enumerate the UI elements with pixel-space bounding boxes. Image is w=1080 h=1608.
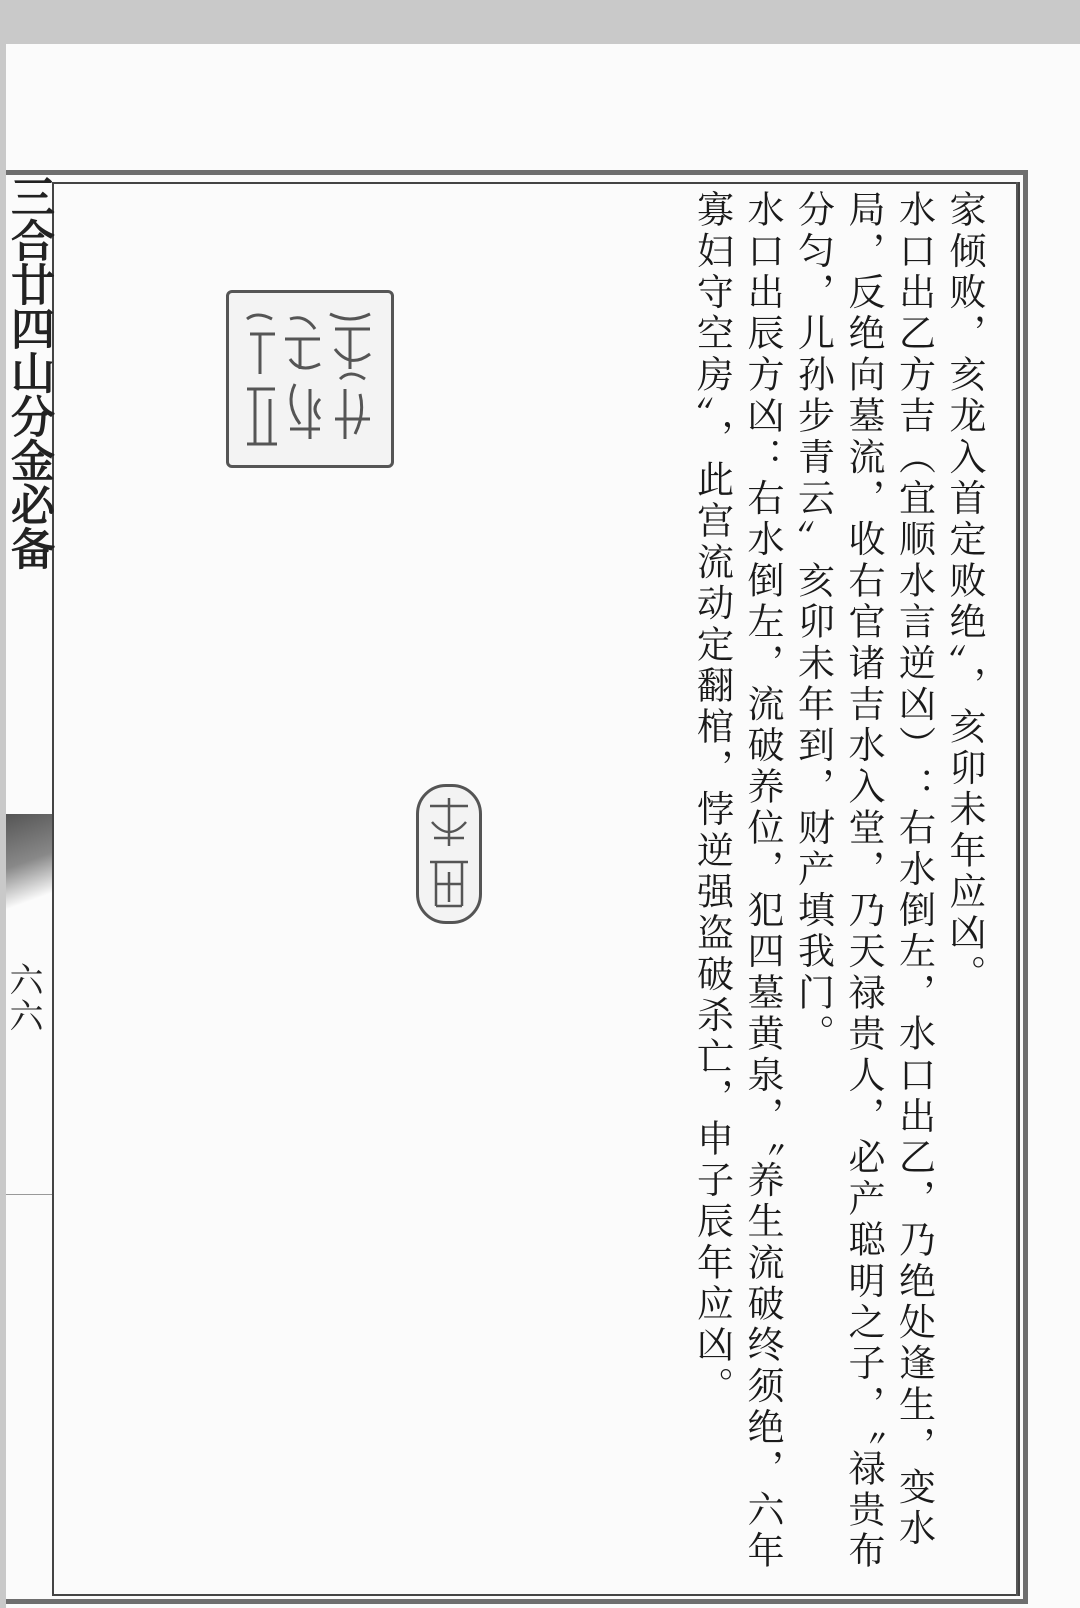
collector-seal-oval [416,784,482,924]
seal-glyphs-icon [422,792,476,916]
paragraph-2: 水口出乙方吉（宜顺水言逆凶）：右水倒左，水口出乙，乃绝处逢生，变水局，反绝向墓流，收右官诸吉水入堂，乃天禄贵人，必产聪明之子，〝禄贵布分匀，儿孙步青云〞亥卯未年到，财产填我门。 [791,190,936,1573]
scanned-page [3,44,1080,1608]
spine-divider [6,1194,52,1195]
seal-glyphs-icon [235,299,385,459]
paragraph-3: 水口出辰方凶：右水倒左，流破养位，犯四墓黄泉，〝养生流破终须绝，六年寡妇守空房〞，此宫流动定翻棺，悖逆强盗破杀亡，申子辰年应凶。 [690,190,784,1573]
main-text-column [686,190,989,1580]
fishtail-mark [6,814,52,934]
paragraph-1: 家倾败，亥龙入首定败绝〞，亥卯未年应凶。 [943,190,986,996]
book-title: 三合廿四山分金必备 [3,174,54,570]
collector-seal-square [226,290,394,468]
page-number: 六六 [3,962,43,1034]
inner-border-right-rule [1016,182,1018,1596]
